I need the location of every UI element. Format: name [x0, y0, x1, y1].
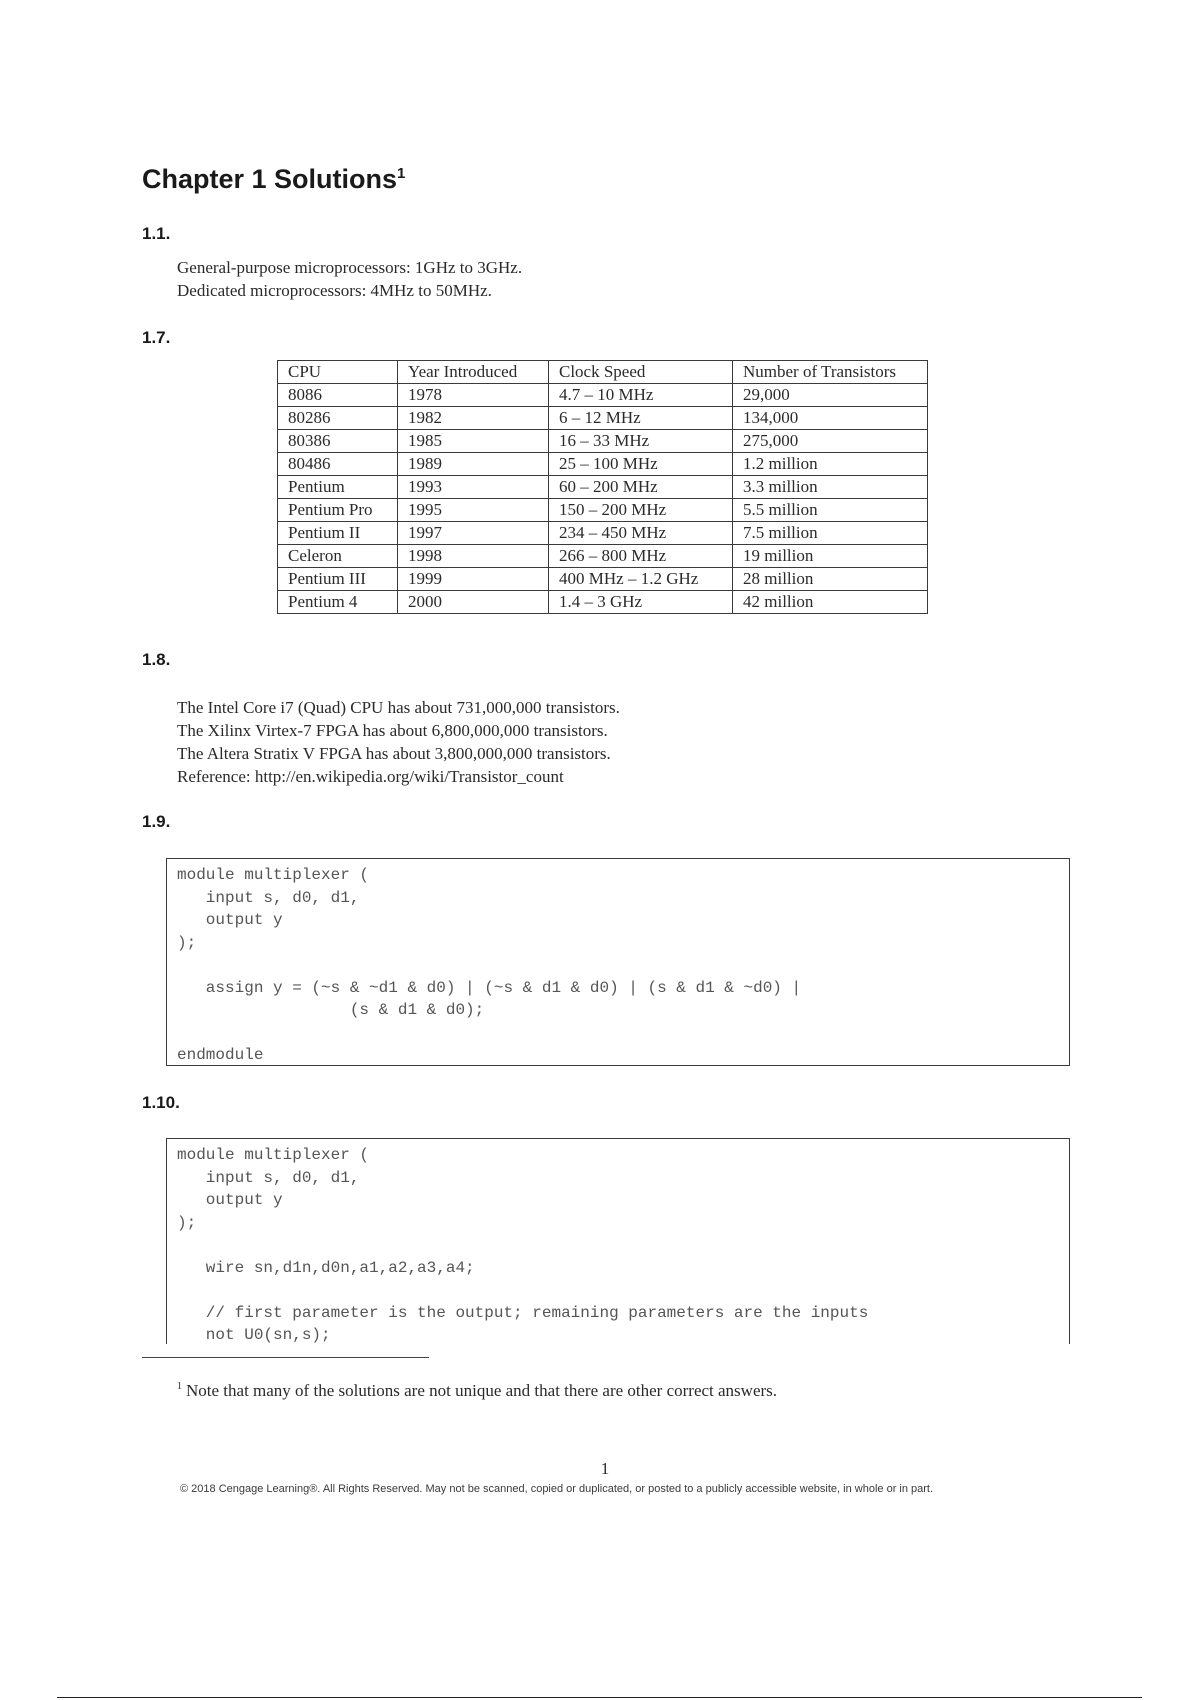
- table-row: [278, 568, 928, 591]
- code-block-1-9: [166, 858, 1070, 1066]
- table-header-row: [278, 361, 928, 384]
- code-line: module multiplexer (: [177, 1146, 370, 1164]
- table-cell-cpu: 8086: [278, 384, 398, 407]
- footnote-divider: [142, 1357, 429, 1358]
- table-row: [278, 407, 928, 430]
- code-line: (s & d1 & d0);: [177, 1001, 485, 1019]
- table-cell-year: 1985: [398, 430, 549, 453]
- code-line: output y: [177, 1191, 283, 1209]
- code-line: [177, 954, 1059, 977]
- table-cell-cpu: Pentium Pro: [278, 499, 398, 522]
- table-cell-year: 2000: [398, 591, 549, 614]
- table-cell-year: 1998: [398, 545, 549, 568]
- code-line: input s, d0, d1,: [177, 1168, 360, 1187]
- table-row: [278, 453, 928, 476]
- table-cell-cpu: 80286: [278, 407, 398, 430]
- table-cell-transistors: 29,000: [733, 384, 928, 407]
- table-row: [278, 430, 928, 453]
- table-cell-year: 1997: [398, 522, 549, 545]
- table-cell-cpu: 80386: [278, 430, 398, 453]
- table-cell-year: 1999: [398, 568, 549, 591]
- text-line: General-purpose microprocessors: 1GHz to 3GHz.: [177, 258, 523, 277]
- table-cell-cpu: Pentium: [278, 476, 398, 499]
- table-cell-year: 1995: [398, 499, 549, 522]
- table-cell-transistors: 5.5 million: [733, 499, 928, 522]
- table-cell-cpu: Pentium II: [278, 522, 398, 545]
- column-header-clock: Clock Speed: [549, 361, 733, 384]
- code-line: [177, 1234, 1059, 1257]
- table-cell-cpu: Pentium III: [278, 568, 398, 591]
- section-label-1-1: 1.1.: [142, 224, 171, 243]
- column-header-year: Year Introduced: [398, 361, 549, 384]
- code-line: not U0(sn,s);: [177, 1326, 331, 1344]
- code-line: [177, 1022, 1059, 1045]
- table-cell-transistors: 275,000: [733, 430, 928, 453]
- table-row: [278, 384, 928, 407]
- footnote: [177, 1381, 777, 1401]
- table-row: [278, 522, 928, 545]
- code-line: );: [177, 933, 197, 952]
- text-line: The Altera Stratix V FPGA has about 3,800,000,000 transistors.: [177, 744, 611, 763]
- code-line: input s, d0, d1,: [177, 888, 360, 907]
- reference-line: Reference: http://en.wikipedia.org/wiki/Transistor_count: [177, 767, 564, 786]
- code-block-1-10: [166, 1138, 1070, 1344]
- code-line: output y: [177, 911, 283, 929]
- section-1-1-text: [177, 256, 522, 302]
- section-label-1-9: 1.9.: [142, 812, 171, 831]
- table-cell-cpu: 80486: [278, 453, 398, 476]
- column-header-transistors: Number of Transistors: [733, 361, 928, 384]
- page-bottom-divider: [57, 1697, 1142, 1698]
- table-cell-transistors: 42 million: [733, 591, 928, 614]
- table-cell-year: 1989: [398, 453, 549, 476]
- table-cell-clock: 234 – 450 MHz: [549, 522, 733, 545]
- footnote-marker: 1: [177, 1381, 182, 1393]
- table-row: [278, 499, 928, 522]
- chapter-footnote-marker: 1: [397, 165, 406, 182]
- table-cell-year: 1993: [398, 476, 549, 499]
- text-line: Dedicated microprocessors: 4MHz to 50MHz.: [177, 281, 492, 300]
- code-line: assign y = (~s & ~d1 & d0) | (~s & d1 & d0) | (s & d1 & ~d0) |: [177, 978, 802, 997]
- table-cell-clock: 6 – 12 MHz: [549, 407, 733, 430]
- table-cell-clock: 150 – 200 MHz: [549, 499, 733, 522]
- copyright-notice: © 2018 Cengage Learning®. All Rights Reserved. May not be scanned, copied or duplicated, or posted to a publicly accessible website, in whole or in part.: [180, 1483, 934, 1495]
- table-body: [278, 384, 928, 614]
- table-cell-transistors: 134,000: [733, 407, 928, 430]
- table-cell-clock: 16 – 33 MHz: [549, 430, 733, 453]
- table-cell-transistors: 28 million: [733, 568, 928, 591]
- code-line: wire sn,d1n,d0n,a1,a2,a3,a4;: [177, 1258, 475, 1277]
- table-cell-transistors: 1.2 million: [733, 453, 928, 476]
- chapter-title: [142, 164, 405, 195]
- page-number: 1: [600, 1459, 610, 1478]
- table-row: [278, 476, 928, 499]
- code-line: );: [177, 1213, 197, 1232]
- table-cell-cpu: Pentium 4: [278, 591, 398, 614]
- column-header-cpu: CPU: [278, 361, 398, 384]
- section-label-1-7: 1.7.: [142, 328, 171, 347]
- table-cell-clock: 1.4 – 3 GHz: [549, 591, 733, 614]
- table-cell-cpu: Celeron: [278, 545, 398, 568]
- code-line: [177, 1279, 1059, 1302]
- section-1-8-text: [177, 696, 620, 788]
- table-cell-clock: 60 – 200 MHz: [549, 476, 733, 499]
- cpu-table: [277, 360, 928, 614]
- table-row: [278, 591, 928, 614]
- code-line: module multiplexer (: [177, 866, 370, 884]
- table-cell-clock: 266 – 800 MHz: [549, 545, 733, 568]
- code-line: // first parameter is the output; remaining parameters are the inputs: [177, 1303, 869, 1322]
- text-line: The Intel Core i7 (Quad) CPU has about 731,000,000 transistors.: [177, 698, 620, 717]
- text-line: The Xilinx Virtex-7 FPGA has about 6,800,000,000 transistors.: [177, 721, 608, 740]
- section-label-1-10: 1.10.: [142, 1093, 180, 1112]
- table-cell-transistors: 7.5 million: [733, 522, 928, 545]
- table-cell-clock: 4.7 – 10 MHz: [549, 384, 733, 407]
- code-line: endmodule: [177, 1046, 264, 1064]
- section-label-1-8: 1.8.: [142, 650, 171, 669]
- table-cell-clock: 400 MHz – 1.2 GHz: [549, 568, 733, 591]
- table-row: [278, 545, 928, 568]
- table-cell-transistors: 3.3 million: [733, 476, 928, 499]
- table-cell-transistors: 19 million: [733, 545, 928, 568]
- table-cell-clock: 25 – 100 MHz: [549, 453, 733, 476]
- table-cell-year: 1978: [398, 384, 549, 407]
- chapter-title-text: Chapter 1 Solutions: [142, 164, 398, 194]
- footnote-text: Note that many of the solutions are not unique and that there are other correct answers.: [186, 1381, 778, 1400]
- table-cell-year: 1982: [398, 407, 549, 430]
